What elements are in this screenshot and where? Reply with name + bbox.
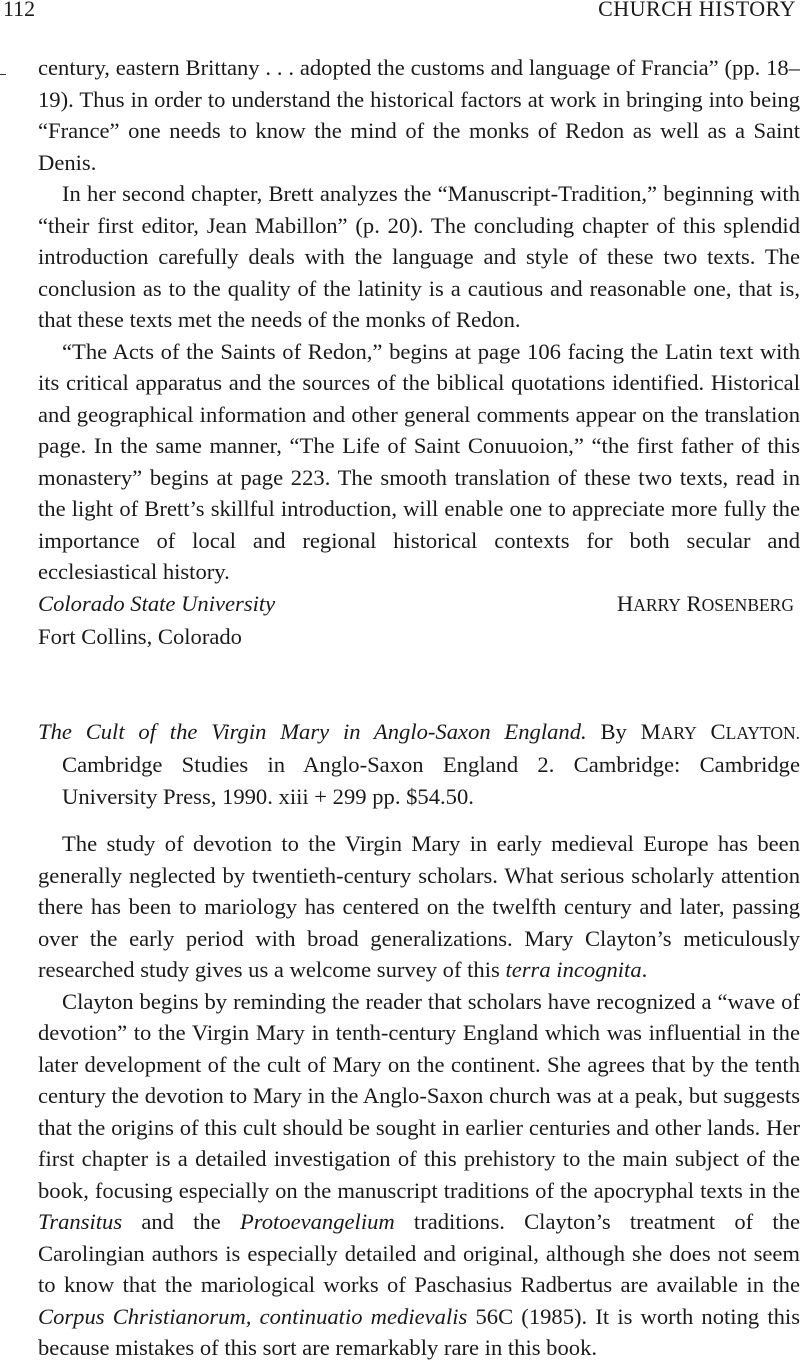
page-number: 112	[3, 0, 36, 21]
review-paragraph: century, eastern Brittany . . . adopted the customs and language of Francia” (pp. 18–19). Thus in order to understand the historical factors at work in bringing into being “France” one needs to know the mind of the monks of Redon as well as a Saint Denis.	[38, 55, 800, 175]
reviewer-location: Fort Collins, Colorado	[38, 624, 242, 649]
book-author: MARY CLAYTON.	[640, 718, 800, 744]
publication-info: Cambridge Studies in Anglo-Saxon England 2. Cambridge: Cambridge University Press, 1990. xiii + 299 pp. $54.50.	[62, 752, 800, 809]
book-citation: The Cult of the Virgin Mary in Anglo-Saxon England. By MARY CLAYTON. Cambridge Studies in Anglo-Saxon England 2. Cambridge: Cambridge University Press, 1990. xiii + 299 pp. $54.50.	[38, 718, 800, 809]
reviewer-affiliation: Colorado State University	[38, 590, 276, 616]
margin-mark	[0, 74, 6, 75]
review-paragraph: In her second chapter, Brett analyzes the “Manuscript-Tradition,” beginning with “their first editor, Jean Mabillon” (p. 20). The concluding chapter of this splendid introduction carefully deals with the language and style of these two texts. The conclusion as to the quality of the latinity is a cautious and reasonable one, that is, that these texts met the needs of the monks of Redon.	[38, 181, 800, 332]
review-paragraph: The study of devotion to the Virgin Mary in early medieval Europe has been generally neglected by twentieth-century scholars. What serious scholarly attention there has been to mariology has centered on the twelfth century and later, passing over the early period with broad generalizations. Mary Clayton’s meticulously researched study gives us a welcome survey of this terra incognita.	[38, 831, 800, 982]
reviewer-name: HARRY ROSENBERG	[616, 590, 794, 616]
text-body	[38, 52, 800, 1364]
review-paragraph: Clayton begins by reminding the reader that scholars have recognized a “wave of devotion” to the Virgin Mary in tenth-century England which was influential in the later development of the cult of Mary on the continent. She agrees that by the tenth century the devotion to Mary in the Anglo-Saxon church was at a peak, but suggests that the origins of this cult should be sought in earlier centuries and other lands. Her first chapter is a detailed investigation of this prehistory to the main subject of the book, focusing especially on the manuscript traditions of the apocryphal texts in the Transitus and the Protoevangelium traditions. Clayton’s treatment of the Carolingian authors is especially detailed and original, although she does not seem to know that the mariological works of Paschasius Radbertus are available in the Corpus Christianorum, continuatio medievalis 56C (1985). It is worth noting this because mistakes of this sort are remarkably rare in this book.	[38, 988, 800, 1360]
book-title: The Cult of the Virgin Mary in Anglo-Saxon England.	[38, 718, 587, 744]
running-title: CHURCH HISTORY	[598, 0, 796, 21]
review-paragraph: “The Acts of the Saints of Redon,” begins at page 106 facing the Latin text with its critical apparatus and the sources of the biblical quotations identified. Historical and geographical information and other general comments appear on the translation page. In the same manner, “The Life of Saint Conuuoion,” “the first father of this monastery” begins at page 223. The smooth translation of these two texts, read in the light of Brett’s skillful introduction, will enable one to appreciate more fully the importance of local and regional historical contexts for both secular and ecclesiastical history.	[38, 338, 800, 584]
reviewer-signature	[38, 588, 800, 622]
